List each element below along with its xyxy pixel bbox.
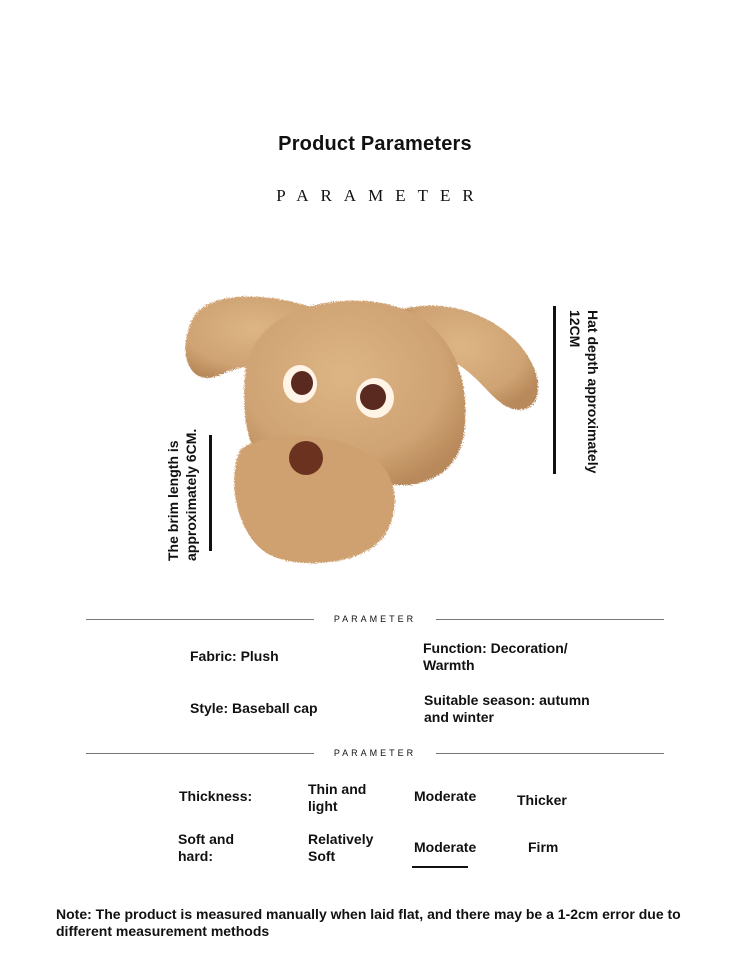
brim-length-label: The brim length is approximately 6CM.	[165, 428, 199, 561]
nose	[289, 441, 323, 475]
parameter-divider-1	[86, 613, 664, 625]
style-text: Style: Baseball cap	[190, 700, 318, 716]
thickness-option-thin: Thin and light	[308, 781, 367, 814]
plush-dog-cap-image	[170, 280, 550, 580]
page-subtitle: PARAMETER	[276, 186, 486, 205]
softness-option-soft: Relatively Soft	[308, 831, 374, 864]
hat-depth-bar	[553, 306, 556, 474]
measurement-note: Note: The product is measured manually when laid flat, and there may be a 1-2cm error due to different measurement methods	[56, 906, 681, 939]
thickness-label: Thickness:	[179, 788, 253, 804]
thickness-option-thicker: Thicker	[517, 792, 567, 808]
softness-label: Soft and hard:	[178, 831, 234, 864]
divider-label: PARAMETER	[333, 748, 417, 758]
hat-depth-label: Hat depth approximately 12CM	[567, 310, 601, 474]
thickness-option-moderate: Moderate	[414, 788, 477, 804]
divider-label: PARAMETER	[333, 614, 417, 624]
selected-underline	[412, 866, 468, 868]
parameter-divider-2	[86, 747, 664, 759]
season-text: Suitable season: autumn and winter	[424, 692, 590, 725]
eye-right	[356, 378, 394, 418]
cap-body	[185, 296, 538, 563]
page-title: Product Parameters	[278, 133, 472, 155]
fabric-text: Fabric: Plush	[190, 648, 279, 664]
softness-option-moderate: Moderate	[414, 839, 477, 855]
eye-left	[283, 365, 317, 403]
softness-option-firm: Firm	[528, 839, 559, 855]
function-text: Function: Decoration/ Warmth	[423, 640, 568, 673]
brim-length-bar	[209, 435, 212, 551]
